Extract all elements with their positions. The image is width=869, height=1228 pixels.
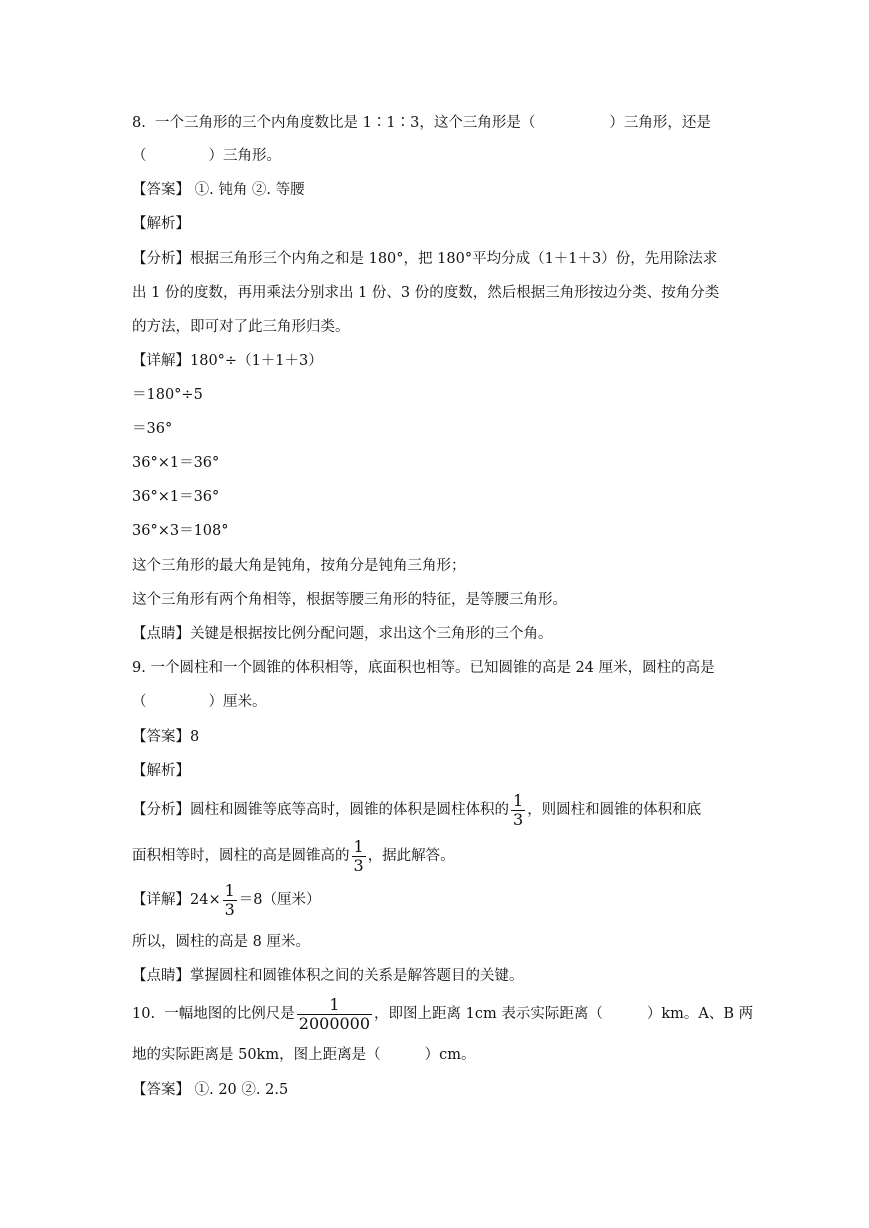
q8-detail-line7: 这个三角形的最大角是钝角，按角分是钝角三角形； — [132, 558, 466, 574]
fraction-denominator: 3 — [224, 899, 235, 919]
q10-stem-text-e: ）cm。 — [424, 1047, 476, 1063]
q8-stem-text-b: ）三角形，还是 — [609, 115, 711, 131]
fraction-denominator: 3 — [513, 809, 524, 829]
fraction-denominator: 2000000 — [298, 1013, 371, 1033]
fraction-one-third — [511, 792, 525, 829]
q10-stem-line1 — [132, 994, 753, 1034]
q8-answer: 【答案】 ①. 钝角 ②. 等腰 — [132, 182, 305, 198]
q8-detail-line5: 36°×1＝36° — [132, 489, 220, 505]
q8-detail-line8: 这个三角形有两个角相等，根据等腰三角形的特征，是等腰三角形。 — [132, 592, 567, 608]
fraction-numerator: 1 — [329, 994, 340, 1014]
q9-detail-text-a: 【详解】24× — [132, 892, 221, 908]
q10-stem-text-a: 10. 一幅地图的比例尺是 — [132, 1006, 295, 1022]
q9-stem-line1: 9. 一个圆柱和一个圆锥的体积相等，底面积也相等。已知圆锥的高是 24 厘米，圆柱的高是 — [132, 660, 715, 676]
q10-stem-text-c: ）km。A、B 两 — [646, 1006, 754, 1022]
q9-comment: 【点睛】掌握圆柱和圆锥体积之间的关系是解答题目的关键。 — [132, 968, 524, 984]
fraction-numerator: 1 — [353, 836, 364, 856]
q9-analysis-text-c: 面积相等时，圆柱的高是圆锥高的 — [132, 848, 350, 864]
q10-stem-text-b: ，即图上距离 1cm 表示实际距离（ — [374, 1006, 603, 1022]
q8-detail-line6: 36°×3＝108° — [132, 523, 229, 539]
q8-analysis-line1: 【分析】根据三角形三个内角之和是 180°，把 180°平均分成（1＋1＋3）份，先用除法求 — [132, 251, 718, 267]
fraction-denominator: 3 — [353, 855, 364, 875]
q9-answer: 【答案】8 — [132, 729, 200, 745]
q9-detail-line1 — [132, 880, 321, 920]
q8-detail-line3: ＝36° — [132, 421, 173, 437]
q8-jiexi-label: 【解析】 — [132, 216, 190, 232]
q8-stem-line2 — [132, 146, 281, 166]
q9-analysis-line1 — [132, 790, 701, 830]
fraction-numerator: 1 — [513, 790, 524, 810]
q8-comment: 【点睛】关键是根据按比例分配问题，求出这个三角形的三个角。 — [132, 626, 553, 642]
fraction-one-third — [223, 882, 237, 919]
fraction-scale — [297, 996, 372, 1033]
q10-stem-text-d: 地的实际距离是 50km，图上距离是（ — [132, 1047, 381, 1063]
q8-analysis-line2: 出 1 份的度数，再用乘法分别求出 1 份、3 份的度数，然后根据三角形按边分类、按角分类 — [132, 285, 720, 301]
q9-jiexi-label: 【解析】 — [132, 763, 190, 779]
q10-stem-line2 — [132, 1045, 475, 1065]
q9-detail-line2: 所以，圆柱的高是 8 厘米。 — [132, 934, 310, 950]
q8-stem-line1 — [132, 113, 711, 133]
q8-detail-line1: 【详解】180°÷（1＋1＋3） — [132, 353, 323, 369]
q9-analysis-text-d: ，据此解答。 — [367, 848, 455, 864]
q10-answer: 【答案】 ①. 20 ②. 2.5 — [132, 1082, 289, 1098]
q8-stem-text-a: 8. 一个三角形的三个内角度数比是 1∶1∶3，这个三角形是（ — [132, 115, 536, 131]
fraction-one-third — [352, 838, 366, 875]
fraction-numerator: 1 — [224, 880, 235, 900]
q9-analysis-line2 — [132, 836, 455, 876]
q8-detail-line4: 36°×1＝36° — [132, 455, 220, 471]
q9-analysis-text-a: 【分析】圆柱和圆锥等底等高时，圆锥的体积是圆柱体积的 — [132, 802, 509, 818]
q8-stem-text-c: （ — [132, 148, 147, 164]
q9-stem-text-b: ）厘米。 — [208, 694, 267, 710]
q8-detail-line2: ＝180°÷5 — [132, 387, 203, 403]
q8-analysis-line3: 的方法，即可对了此三角形归类。 — [132, 319, 350, 335]
q9-analysis-text-b: ，则圆柱和圆锥的体积和底 — [527, 802, 702, 818]
q9-stem-line2 — [132, 692, 267, 712]
q9-detail-text-b: ＝8（厘米） — [238, 892, 321, 908]
q9-stem-text-a: （ — [132, 694, 147, 710]
q8-stem-text-d: ）三角形。 — [208, 148, 281, 164]
